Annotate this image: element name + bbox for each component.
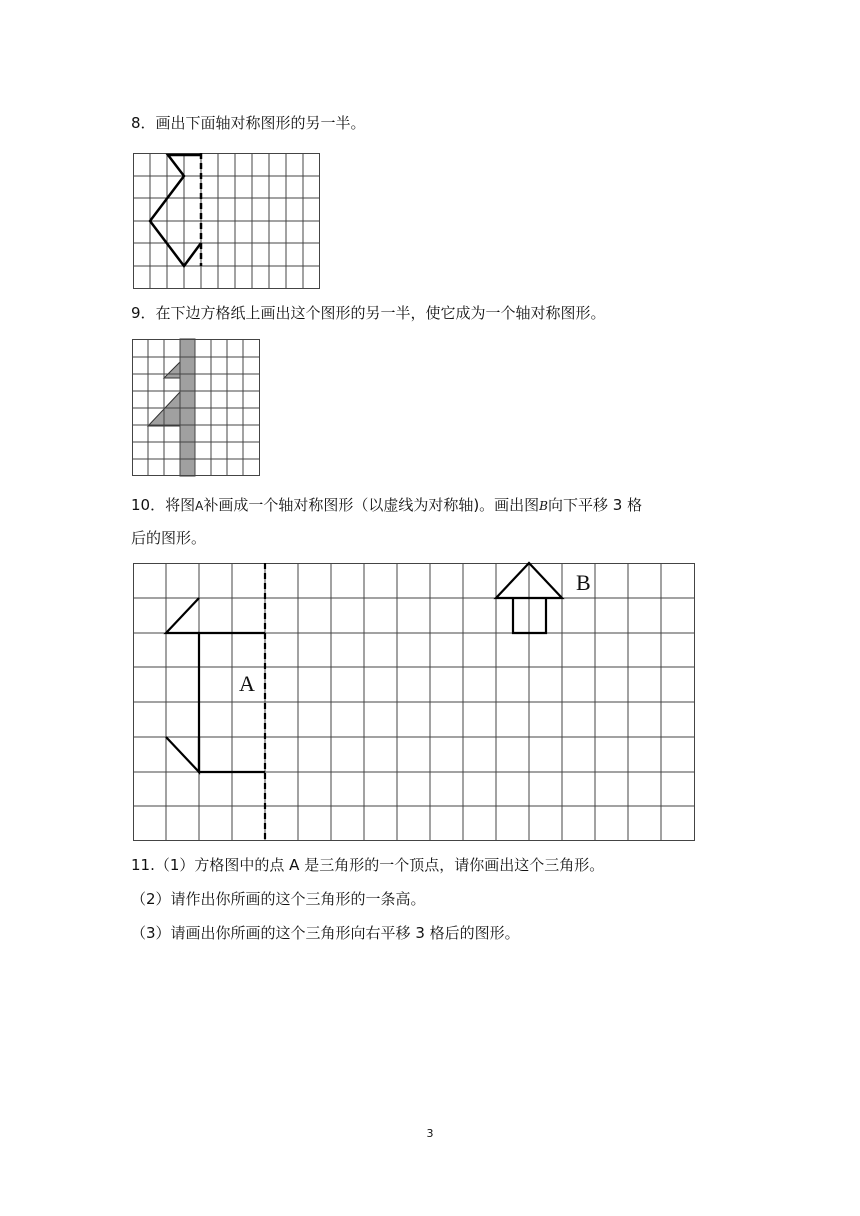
half-shape-8 xyxy=(150,155,201,266)
question-9-text: 9．在下边方格纸上画出这个图形的另一半，使它成为一个轴对称图形。 xyxy=(131,304,606,322)
figure-b-label: B xyxy=(576,570,591,595)
page-number: 3 xyxy=(426,1127,434,1140)
grid-figure-8 xyxy=(133,153,321,290)
question-10-text-line2: 后的图形。 xyxy=(131,529,207,547)
question-11-line2: （2）请作出你所画的这个三角形的一条高。 xyxy=(131,890,426,908)
question-11-line3: （3）请画出你所画的这个三角形向右平移 3 格后的图形。 xyxy=(131,924,520,942)
grid-figure-9 xyxy=(132,339,262,479)
question-8-text: 8．画出下面轴对称图形的另一半。 xyxy=(131,114,366,132)
question-10-text: 10．将图A补画成一个轴对称图形（以虚线为对称轴)。画出图B向下平移 3 格 xyxy=(131,496,643,514)
question-11-line1: 11.（1）方格图中的点 A 是三角形的一个顶点，请你画出这个三角形。 xyxy=(131,856,605,874)
grid-figure-10 xyxy=(133,563,697,843)
figure-a-label: A xyxy=(239,671,255,696)
